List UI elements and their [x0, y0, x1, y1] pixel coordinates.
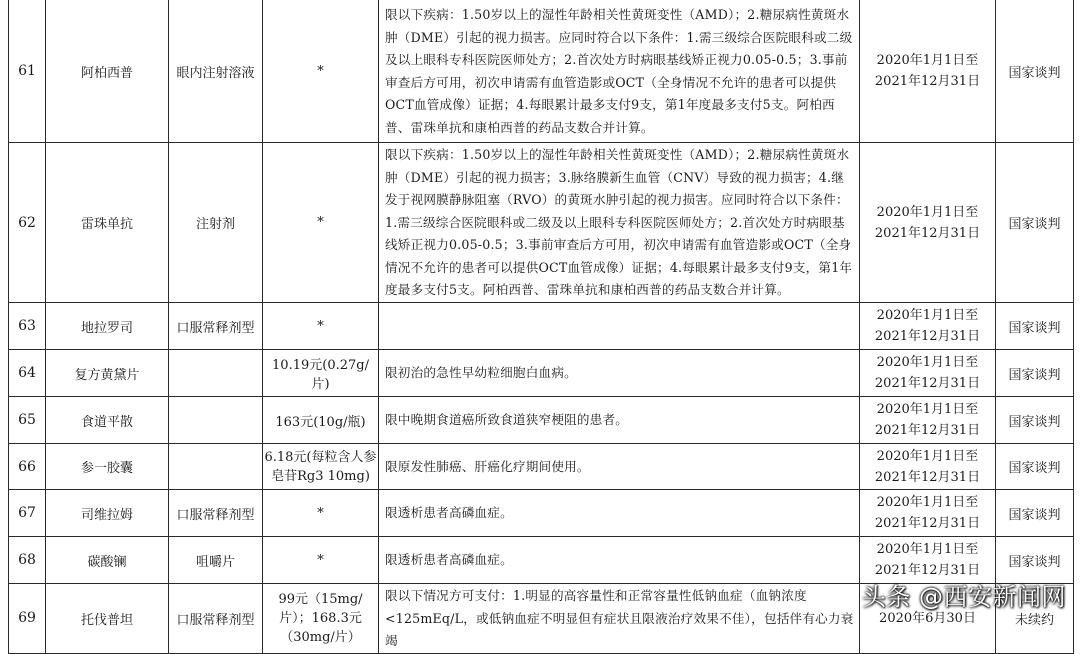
table-row [9, 303, 1074, 350]
drug-list-table [8, 0, 1074, 654]
dosage-form: 咀嚼片 [169, 537, 263, 584]
validity-end: 2021年12月31日 [874, 74, 981, 89]
price: * [263, 143, 379, 303]
payment-restriction: 限以下情况方可支付：1.明显的高容量性和正常容量性低钠血症（血钠浓度<125mEq/L，或低钠血症不明显但有症状且限液治疗效果不佳），包括伴有心力衰竭 [379, 584, 860, 654]
validity-end: 2021年12月31日 [874, 423, 981, 438]
payment-restriction: 限透析患者高磷血症。 [379, 537, 860, 584]
remark-note: 国家谈判 [996, 143, 1074, 303]
payment-restriction: 限初治的急性早幼粒细胞白血病。 [379, 350, 860, 397]
row-number: 67 [9, 490, 46, 537]
remark-note: 国家谈判 [996, 537, 1074, 584]
drug-name: 托伐普坦 [46, 584, 169, 654]
drug-name: 食道平散 [46, 397, 169, 444]
row-number: 62 [9, 143, 46, 303]
dosage-form: 注射剂 [169, 143, 263, 303]
validity-end: 2021年12月31日 [874, 563, 981, 578]
remark-note: 国家谈判 [996, 303, 1074, 350]
payment-restriction: 限以下疾病：1.50岁以上的湿性年龄相关性黄斑变性（AMD）；2.糖尿病性黄斑水肿（DME）引起的视力损害。应同时符合以下条件：1.需三级综合医院眼科或二级及以上眼科专科医院医师处方；2.首次处方时病眼基线矫正视力0.05-0.5；3.事前审查后方可用，初次申请需有血管造影或OCT（全身情况不允许的患者可以提供OCT血管成像）证据；4.每眼累计最多支付9支，第1年度最多支付5支。阿柏西普、雷珠单抗和康柏西普的药品支数合并计算。 [379, 0, 860, 143]
table-row [9, 444, 1074, 490]
validity-start: 2020年1月1日至 [876, 402, 979, 417]
drug-name: 阿柏西普 [46, 0, 169, 143]
validity-end: 2021年12月31日 [874, 376, 981, 391]
price: * [263, 490, 379, 537]
table-row [9, 143, 1074, 303]
payment-restriction: 限透析患者高磷血症。 [379, 490, 860, 537]
validity-start: 2020年1月1日至 [876, 448, 979, 464]
price: * [263, 303, 379, 350]
row-number: 61 [9, 0, 46, 143]
validity-period [860, 397, 996, 444]
table-row [9, 397, 1074, 444]
remark-note: 国家谈判 [996, 350, 1074, 397]
payment-restriction: 限中晚期食道癌所致食道狭窄梗阻的患者。 [379, 397, 860, 444]
validity-period [860, 143, 996, 303]
dosage-form [169, 397, 263, 444]
price: 163元(10g/瓶) [263, 397, 379, 444]
validity-end: 2021年12月31日 [874, 516, 981, 531]
drug-name: 司维拉姆 [46, 490, 169, 537]
price: * [263, 537, 379, 584]
payment-restriction: 限原发性肺癌、肝癌化疗期间使用。 [379, 444, 860, 490]
price: 10.19元(0.27g/片) [263, 350, 379, 397]
table-row [9, 350, 1074, 397]
validity-period [860, 0, 996, 143]
validity-period [860, 350, 996, 397]
row-number: 63 [9, 303, 46, 350]
remark-note: 国家谈判 [996, 490, 1074, 537]
drug-name: 地拉罗司 [46, 303, 169, 350]
table-row [9, 490, 1074, 537]
row-number: 64 [9, 350, 46, 397]
validity-period [860, 490, 996, 537]
validity-start: 2020年1月1日至 [876, 53, 979, 68]
drug-name: 复方黄黛片 [46, 350, 169, 397]
watermark: 头条 @西安新闻网 [861, 583, 1066, 611]
row-number: 68 [9, 537, 46, 584]
dosage-form: 口服常释剂型 [169, 584, 263, 654]
drug-name: 参一胶囊 [46, 444, 169, 490]
drug-name: 碳酸镧 [46, 537, 169, 584]
row-number: 66 [9, 444, 46, 490]
payment-restriction [379, 303, 860, 350]
remark-note: 国家谈判 [996, 444, 1074, 490]
dosage-form [169, 444, 263, 490]
validity-start: 2020年1月1日至 [876, 542, 979, 557]
remark-note: 国家谈判 [996, 397, 1074, 444]
price: 6.18元(每粒含人参皂苷Rg3 10mg) [263, 444, 379, 490]
table-row [9, 0, 1074, 143]
remark-note: 未续约 [996, 584, 1074, 654]
validity-period [860, 444, 996, 490]
validity-end: 2020年6月30日 [879, 610, 976, 626]
validity-start: 2020年1月1日至 [876, 355, 979, 370]
remark-note: 国家谈判 [996, 0, 1074, 143]
validity-period [860, 303, 996, 350]
dosage-form: 口服常释剂型 [169, 490, 263, 537]
validity-end: 2021年12月31日 [874, 469, 981, 485]
drug-name: 雷珠单抗 [46, 143, 169, 303]
validity-end: 2021年12月31日 [874, 329, 981, 344]
row-number: 69 [9, 584, 46, 654]
dosage-form: 眼内注射溶液 [169, 0, 263, 143]
validity-start: 2020年1月1日至 [876, 204, 979, 220]
validity-start: 2020年1月1日至 [876, 495, 979, 510]
price: * [263, 0, 379, 143]
dosage-form [169, 350, 263, 397]
validity-start: 2020年1月1日至 [876, 308, 979, 323]
price: 99元（15mg/片）；168.3元（30mg/片） [263, 584, 379, 654]
validity-end: 2021年12月31日 [874, 225, 981, 241]
row-number: 65 [9, 397, 46, 444]
dosage-form: 口服常释剂型 [169, 303, 263, 350]
payment-restriction: 限以下疾病：1.50岁以上的湿性年龄相关性黄斑变性（AMD）；2.糖尿病性黄斑水肿（DME）引起的视力损害；3.脉络膜新生血管（CNV）导致的视力损害；4.继发于视网膜静脉阻塞（RVO）的黄斑水肿引起的视力损害。应同时符合以下条件：1.需三级综合医院眼科或二级及以上眼科专科医院医师处方；2.首次处方时病眼基线矫正视力0.05-0.5；3.事前审查后方可用，初次申请需有血管造影或OCT（全身情况不允许的患者可以提供OCT血管成像）证据；4.每眼累计最多支付9支，第1年度最多支付5支。阿柏西普、雷珠单抗和康柏西普的药品支数合并计算。 [379, 143, 860, 303]
